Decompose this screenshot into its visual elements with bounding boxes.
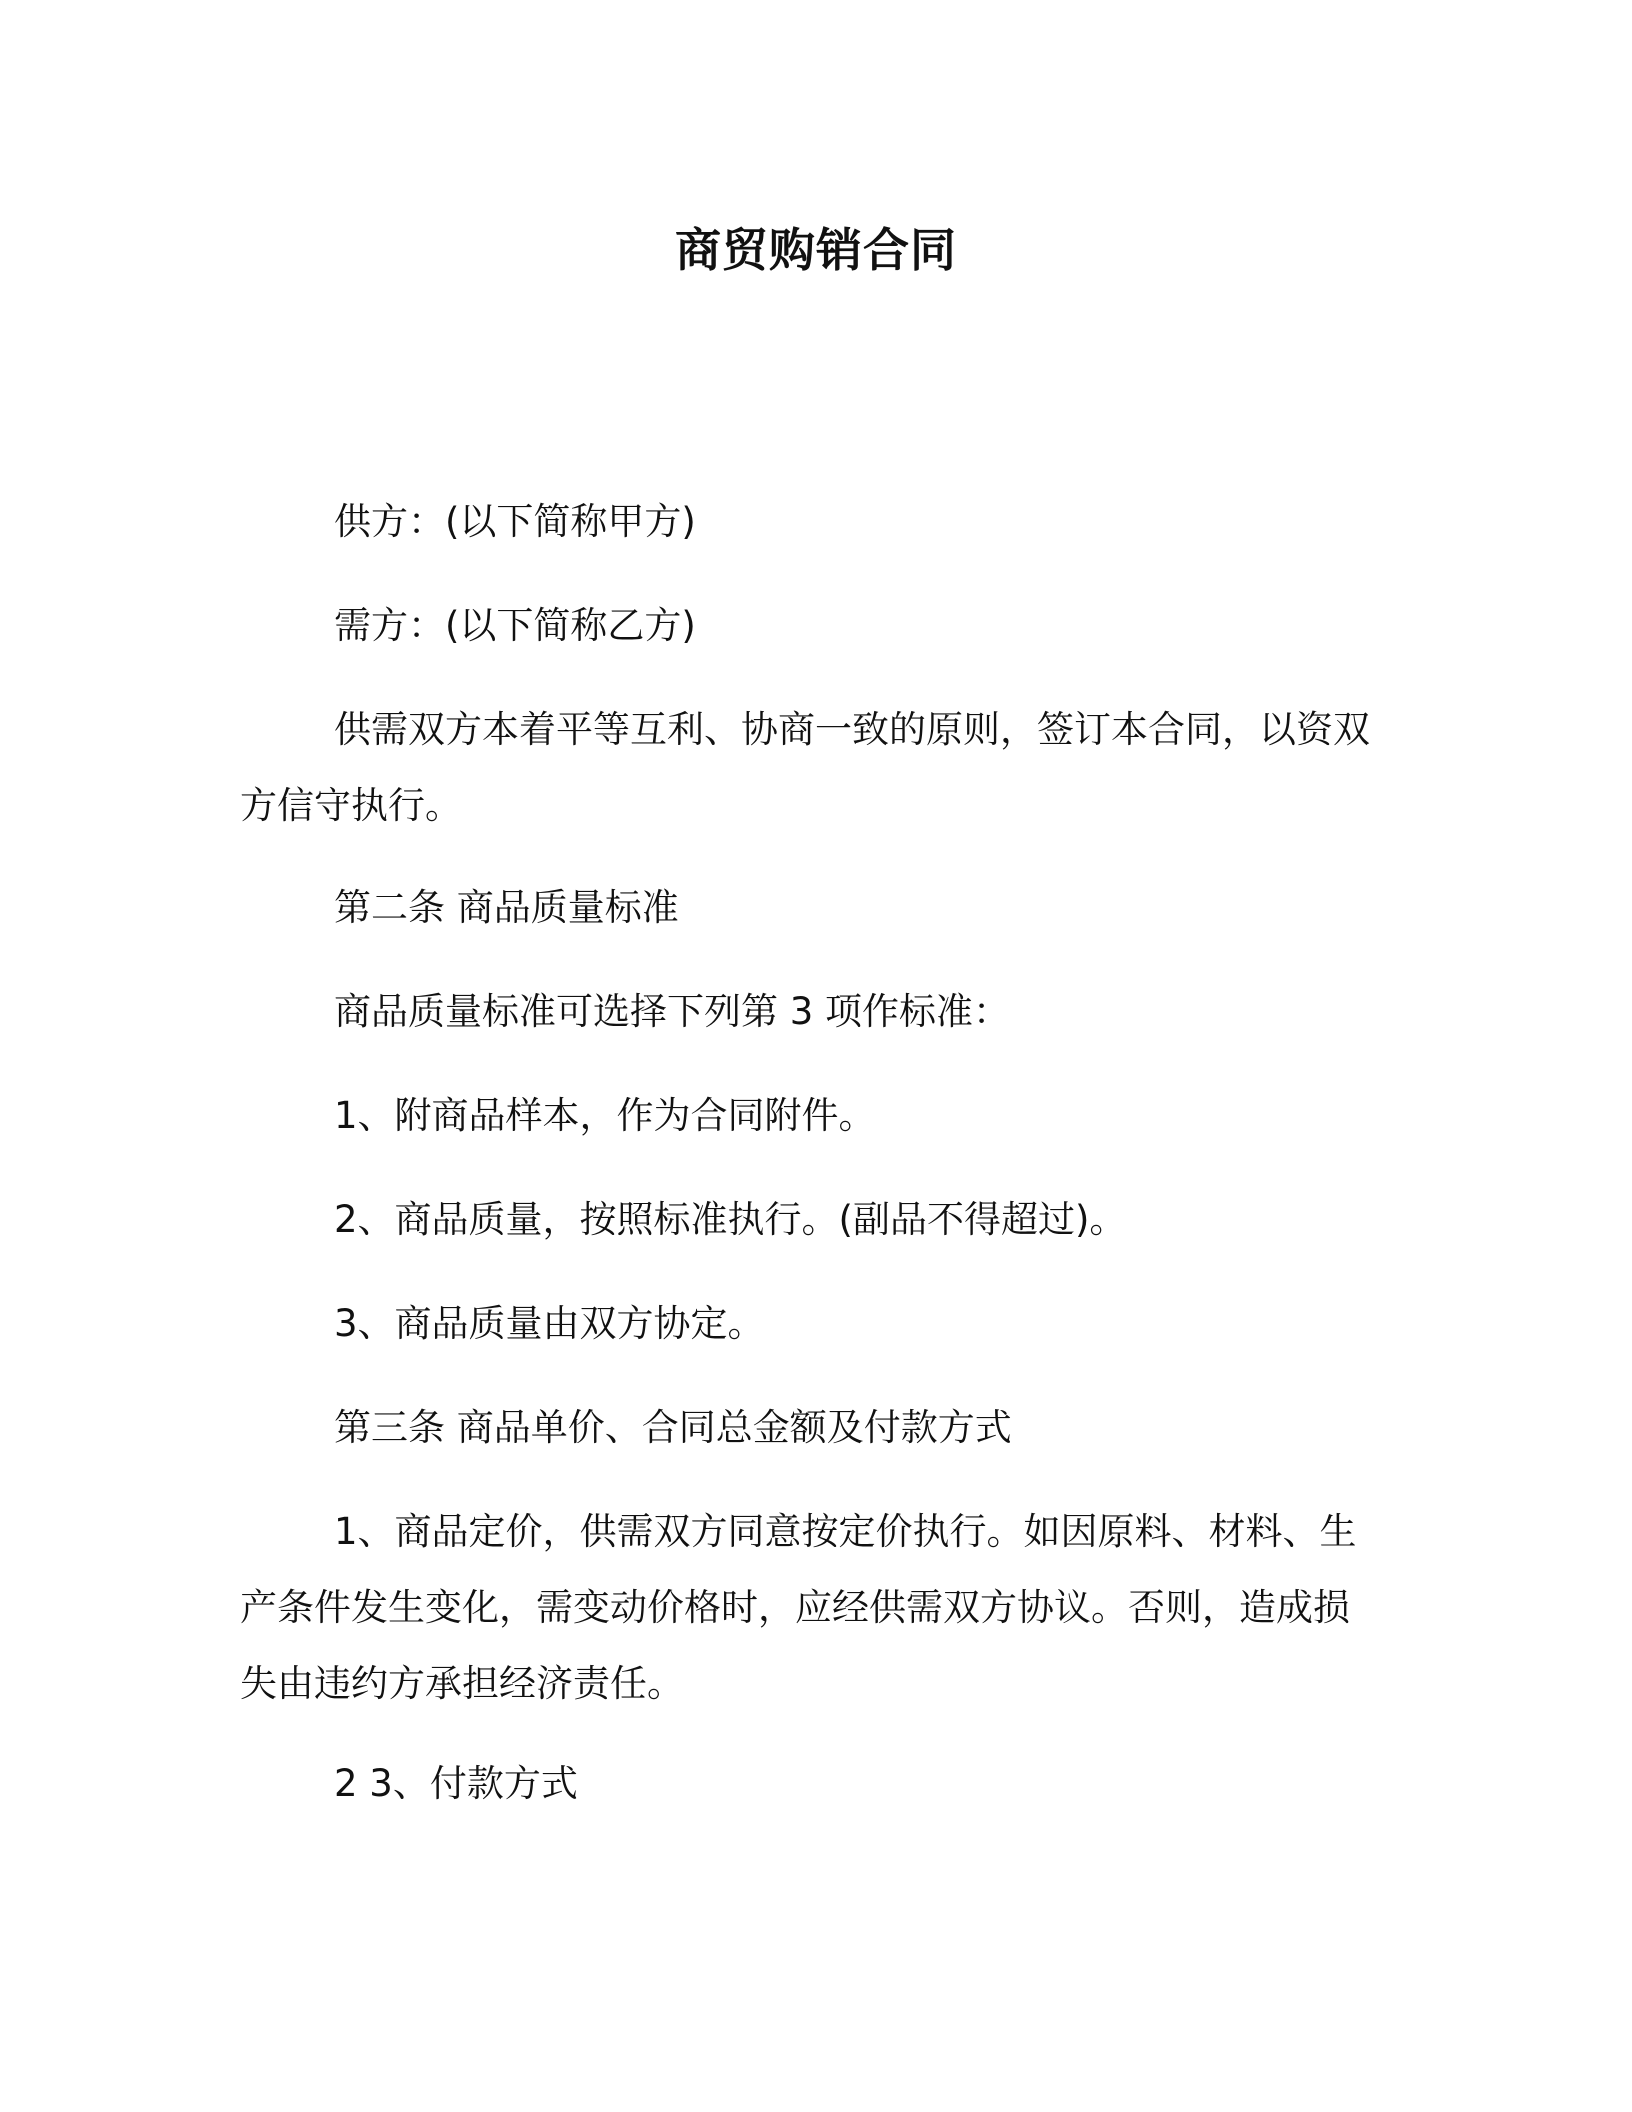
article2-intro: 商品质量标准可选择下列第 3 项作标准： (334, 990, 1011, 1033)
intro-line-2: 方信守执行。 (240, 784, 462, 827)
article2-item-3: 3、商品质量由双方协定。 (334, 1302, 765, 1345)
article2-item-2: 2、商品质量，按照标准执行。(副品不得超过)。 (334, 1198, 1127, 1241)
intro-paragraph (240, 698, 1370, 838)
article3-heading: 第三条 商品单价、合同总金额及付款方式 (334, 1406, 1012, 1449)
article2-item-1: 1、附商品样本，作为合同附件。 (334, 1094, 876, 1137)
article2-heading: 第二条 商品质量标准 (334, 886, 679, 929)
document-title: 商贸购销合同 (675, 223, 957, 277)
article3-item-1-line-1: 1、商品定价，供需双方同意按定价执行。如因原料、材料、生 (334, 1510, 1357, 1553)
article3-item-1 (240, 1500, 1370, 1716)
intro-line-1: 供需双方本着平等互利、协商一致的原则，签订本合同，以资双 (334, 708, 1370, 751)
article3-item-23: 2 3、付款方式 (334, 1762, 578, 1805)
article3-item-1-line-3: 失由违约方承担经济责任。 (240, 1662, 684, 1705)
buyer-line: 需方：(以下简称乙方) (334, 604, 696, 647)
supplier-line: 供方：(以下简称甲方) (334, 500, 696, 543)
article3-item-1-line-2: 产条件发生变化，需变动价格时，应经供需双方协议。否则，造成损 (240, 1586, 1350, 1629)
